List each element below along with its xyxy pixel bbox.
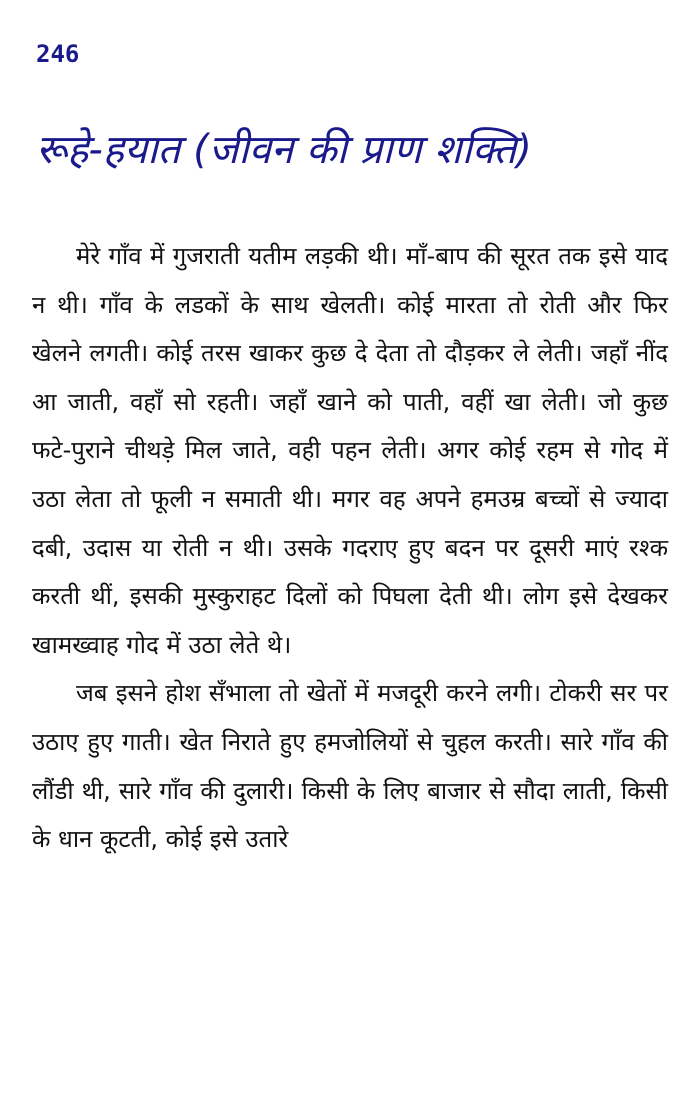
paragraph: जब इसने होश सँभाला तो खेतों में मजदूरी करने लगी। टोकरी सर पर उठाए हुए गाती। खेत निराते हुए हमजोलियों से चुहल करती। सारे गाँव की लौंडी थी, सारे गाँव की दुलारी। किसी के लिए बाजार से सौदा लाती, किसी के धान कूटती, कोई इसे उतारे bbox=[32, 679, 668, 854]
paragraph: मेरे गाँव में गुजराती यतीम लड़की थी। माँ-बाप की सूरत तक इसे याद न थी। गाँव के लडकों के साथ खेलती। कोई मारता तो रोती और फिर खेलने लगती। कोई तरस खाकर कुछ दे देता तो दौड़कर ले लेती। जहाँ नींद आ जाती, वहाँ सो रहती। जहाँ खाने को पाती, वहीं खा लेती। जो कुछ फटे-पुराने चीथड़े मिल जाते, वही पहन लेती। अगर कोई रहम से गोद में उठा लेता तो फूली न समाती थी। मगर वह अपने हमउम्र बच्चों से ज्यादा दबी, उदास या रोती न थी। उसके गदराए हुए बदन पर दूसरी माएं रश्क करती थीं, इसकी मुस्कुराहट दिलों को पिघला देती थी। लोग इसे देखकर खामख्वाह गोद में उठा लेते थे। bbox=[32, 242, 668, 659]
chapter-title: रूहे-हयात (जीवन की प्राण शक्ति) bbox=[36, 127, 532, 173]
chapter-body bbox=[32, 232, 668, 864]
page-number: 246 bbox=[36, 40, 80, 68]
